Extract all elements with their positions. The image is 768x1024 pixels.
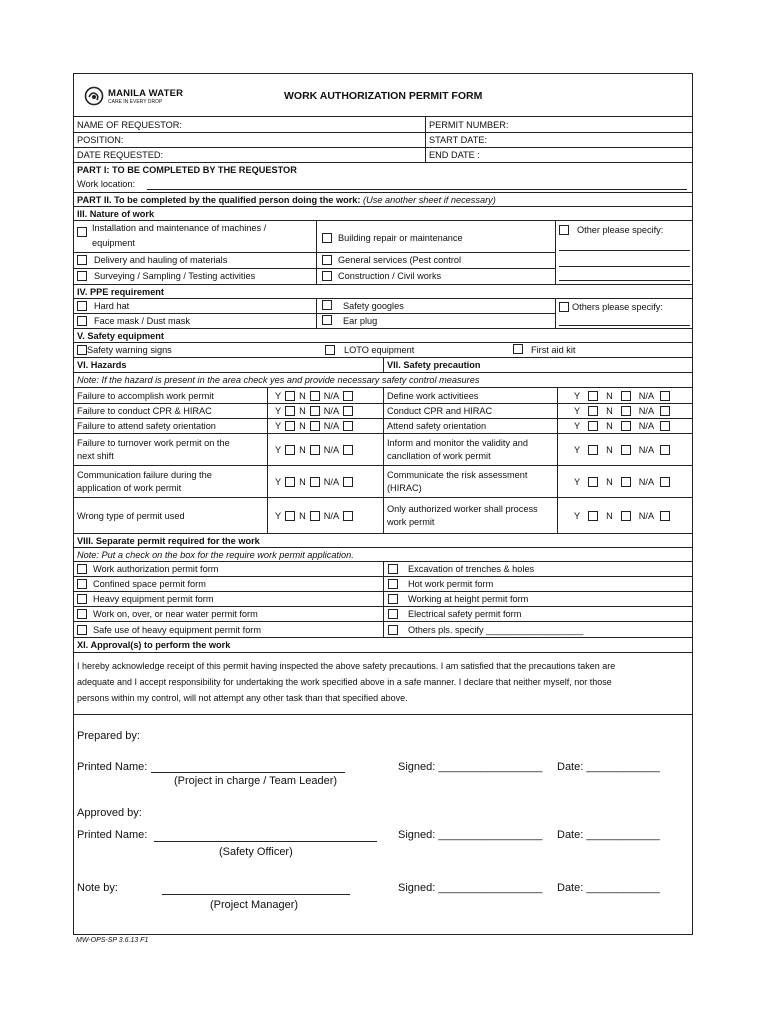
printed-name-label: Printed Name: (77, 761, 148, 773)
yes-label: Y (574, 510, 581, 521)
no-label: N (299, 510, 306, 521)
precaution-yn-group (557, 466, 692, 497)
prepared-printed-name-input[interactable] (151, 772, 345, 773)
work-location-input[interactable] (147, 189, 687, 190)
equipment-warning-signs-checkbox[interactable] (77, 345, 87, 355)
no-label: N (606, 510, 613, 521)
precaution-no-checkbox[interactable] (621, 511, 631, 521)
printed-name-label: Printed Name: (77, 829, 148, 841)
part-1-title: PART I: TO BE COMPLETED BY THE REQUESTOR (77, 165, 297, 175)
no-label: N (299, 390, 306, 401)
precaution-no-checkbox[interactable] (621, 445, 631, 455)
prepared-date-field[interactable]: Date: ____________ (557, 761, 660, 773)
nature-general-services-label: General services (Pest control (338, 255, 462, 265)
ppe-face-mask-label: Face mask / Dust mask (94, 316, 190, 326)
start-date-label: START DATE: (425, 133, 487, 147)
hazard-yes-checkbox[interactable] (285, 477, 295, 487)
na-label: N/A (638, 444, 655, 455)
nature-installation-label-2: equipment (92, 238, 135, 248)
date-requested-label: DATE REQUESTED: (77, 150, 164, 160)
hazard-row (74, 404, 692, 419)
no-label: N (606, 406, 613, 416)
hazard-row (74, 466, 692, 498)
hazard-yes-checkbox[interactable] (285, 511, 295, 521)
permit-label: Working at height permit form (408, 594, 529, 604)
hazard-yes-checkbox[interactable] (285, 391, 295, 401)
nature-surveying-checkbox[interactable] (77, 271, 87, 281)
nature-other-line-3[interactable] (559, 280, 690, 281)
nature-construction-label: Construction / Civil works (338, 271, 442, 281)
nature-installation-checkbox[interactable] (77, 227, 87, 237)
separate-note-row (74, 548, 692, 562)
hazard-na-checkbox[interactable] (343, 445, 353, 455)
yes-label: Y (275, 510, 282, 521)
permit-label: Safe use of heavy equipment permit form (93, 624, 262, 635)
part-2-title: PART II. To be completed by the qualified person doing the work: (77, 194, 361, 205)
na-label: N/A (323, 421, 340, 431)
precaution-no-checkbox[interactable] (621, 477, 631, 487)
no-label: N (299, 421, 306, 431)
form-code: MW-OPS-SP 3.6.13 F1 (76, 937, 149, 944)
permit-checkbox[interactable] (77, 594, 87, 604)
precaution-label: Conduct CPR and HIRAC (383, 404, 492, 418)
precaution-yes-checkbox[interactable] (588, 421, 598, 431)
precaution-yes-checkbox[interactable] (588, 477, 598, 487)
brand-name: MANILA WATER (108, 88, 184, 99)
hazard-yn-group (267, 434, 383, 465)
info-row-1 (74, 117, 692, 133)
precaution-na-checkbox[interactable] (660, 421, 670, 431)
ppe-other-checkbox[interactable] (559, 302, 569, 312)
approval-title-row (74, 638, 692, 653)
note-signed-field[interactable]: Signed: _________________ (398, 882, 543, 894)
yes-label: Y (574, 444, 581, 455)
precaution-label: Define work activitiees (383, 388, 478, 403)
nature-delivery-label: Delivery and hauling of materials (94, 255, 228, 265)
part-1-section (74, 163, 692, 193)
ppe-face-mask-checkbox[interactable] (77, 316, 87, 326)
nature-other-line-1[interactable] (559, 250, 690, 251)
hazard-label: Wrong type of permit used (77, 510, 185, 521)
hazard-row (74, 388, 692, 404)
hazard-row (74, 419, 692, 434)
hazard-no-checkbox[interactable] (310, 391, 320, 401)
nature-delivery-checkbox[interactable] (77, 255, 87, 265)
na-label: N/A (323, 390, 340, 401)
nature-other-label: Other please specify: (577, 225, 664, 235)
permit-checkbox[interactable] (77, 579, 87, 589)
no-label: N (299, 476, 306, 487)
hazard-label: Failure to turnover work permit on the (77, 438, 230, 448)
separate-row (74, 577, 692, 592)
prepared-by-label: Prepared by: (77, 730, 140, 742)
hazard-no-checkbox[interactable] (310, 477, 320, 487)
part-2-note: (Use another sheet if necessary) (363, 194, 496, 205)
no-label: N (299, 444, 306, 455)
ppe-hard-hat-checkbox[interactable] (77, 301, 87, 311)
separate-row (74, 592, 692, 607)
hazard-yn-group (267, 498, 383, 533)
role-safety-officer: (Safety Officer) (219, 846, 293, 858)
note-by-name-input[interactable] (162, 894, 350, 895)
equipment-warning-signs-label: Safety warning signs (87, 345, 172, 355)
hazard-yn-group (267, 419, 383, 433)
nature-title-row (74, 207, 692, 221)
na-label: N/A (638, 390, 655, 401)
precaution-yn-group (557, 498, 692, 533)
hazard-no-checkbox[interactable] (310, 421, 320, 431)
na-label: N/A (638, 421, 655, 431)
no-label: N (606, 390, 613, 401)
approval-title: XI. Approval(s) to perform the work (77, 640, 231, 650)
approved-signed-field[interactable]: Signed: _________________ (398, 829, 543, 841)
statement-line-3: persons within my control, will not attempt any other task than that specified above. (77, 693, 408, 703)
hazard-label-line-2: next shift (77, 451, 114, 461)
manila-water-logo-icon (84, 86, 104, 106)
approved-date-field[interactable]: Date: ____________ (557, 829, 660, 841)
permit-label: Work on, over, or near water permit form (93, 609, 258, 619)
hazard-label: Failure to attend safety orientation (77, 421, 216, 431)
ppe-hard-hat-label: Hard hat (94, 301, 130, 311)
separate-row (74, 622, 692, 638)
brand-tagline: CARE IN EVERY DROP (108, 99, 163, 105)
hazard-no-checkbox[interactable] (310, 406, 320, 416)
yes-label: Y (574, 390, 581, 401)
ppe-ear-plug-label: Ear plug (343, 316, 378, 326)
precaution-label: Attend safety orientation (383, 419, 486, 433)
hazard-na-checkbox[interactable] (343, 391, 353, 401)
nature-building-repair-checkbox[interactable] (322, 233, 332, 243)
na-label: N/A (638, 476, 655, 487)
precaution-na-checkbox[interactable] (660, 511, 670, 521)
permit-checkbox[interactable] (388, 579, 398, 589)
equipment-first-aid-label: First aid kit (531, 345, 576, 355)
ppe-title: IV. PPE requirement (77, 286, 164, 297)
hazard-yn-group (267, 404, 383, 418)
precaution-no-checkbox[interactable] (621, 406, 631, 416)
nature-installation-label-1: Installation and maintenance of machines / (92, 223, 267, 233)
na-label: N/A (323, 406, 340, 416)
hazard-note-row (74, 373, 692, 388)
position-label: POSITION: (77, 135, 124, 145)
yes-label: Y (574, 406, 581, 416)
precaution-yes-checkbox[interactable] (588, 445, 598, 455)
hazard-title-row (74, 358, 692, 373)
hazard-yes-checkbox[interactable] (285, 421, 295, 431)
info-row-3 (74, 148, 692, 163)
permit-label: Electrical safety permit form (408, 609, 522, 619)
precaution-na-checkbox[interactable] (660, 477, 670, 487)
yes-label: Y (275, 390, 282, 401)
ppe-section (74, 299, 692, 329)
hazard-no-checkbox[interactable] (310, 511, 320, 521)
separate-row (74, 562, 692, 577)
hazard-yes-checkbox[interactable] (285, 445, 295, 455)
hazard-na-checkbox[interactable] (343, 421, 353, 431)
no-label: N (606, 444, 613, 455)
hazard-row (74, 498, 692, 534)
ppe-other-label: Others please specify: (572, 302, 663, 312)
approved-printed-name-input[interactable] (154, 841, 377, 842)
equipment-first-aid-checkbox[interactable] (513, 344, 523, 354)
role-team-leader: (Project in charge / Team Leader) (174, 775, 338, 787)
yes-label: Y (275, 476, 282, 487)
equipment-title-row (74, 329, 692, 343)
nature-building-repair-label: Building repair or maintenance (338, 233, 463, 243)
precaution-no-checkbox[interactable] (621, 421, 631, 431)
part-2-row (74, 193, 692, 207)
permit-form (73, 73, 693, 935)
precaution-label-line-2: (HIRAC) (387, 483, 422, 493)
hazard-label: Communication failure during the (77, 470, 212, 480)
separate-title: VIII. Separate permit required for the work (77, 535, 260, 546)
form-header (74, 74, 692, 117)
ppe-ear-plug-checkbox[interactable] (322, 315, 332, 325)
equipment-loto-checkbox[interactable] (325, 345, 335, 355)
approved-by-label: Approved by: (77, 807, 142, 819)
separate-note: Note: Put a check on the box for the require work permit application. (77, 549, 354, 560)
hazard-row (74, 434, 692, 466)
hazard-label: Failure to accomplish work permit (77, 390, 214, 401)
permit-checkbox[interactable] (388, 625, 398, 635)
permit-label: Hot work permit form (408, 579, 494, 589)
end-date-label: END DATE : (425, 148, 480, 162)
note-by-label: Note by: (77, 882, 118, 894)
precaution-yn-group (557, 388, 692, 403)
permit-checkbox[interactable] (388, 609, 398, 619)
name-of-requestor-label: NAME OF REQUESTOR: (77, 119, 182, 130)
permit-checkbox[interactable] (388, 564, 398, 574)
nature-general-services-checkbox[interactable] (322, 255, 332, 265)
yes-label: Y (574, 421, 581, 431)
precaution-label: Only authorized worker shall process (387, 504, 538, 514)
precaution-yes-checkbox[interactable] (588, 511, 598, 521)
na-label: N/A (323, 476, 340, 487)
hazard-label: Failure to conduct CPR & HIRAC (77, 406, 212, 416)
yes-label: Y (275, 406, 282, 416)
prepared-signed-field[interactable]: Signed: _________________ (398, 761, 543, 773)
precaution-yes-checkbox[interactable] (588, 406, 598, 416)
ppe-googles-checkbox[interactable] (322, 300, 332, 310)
separate-title-row (74, 534, 692, 548)
no-label: N (299, 406, 306, 416)
yes-label: Y (574, 476, 581, 487)
equipment-title: V. Safety equipment (77, 330, 164, 341)
nature-title: III. Nature of work (77, 208, 155, 219)
permit-checkbox[interactable] (77, 625, 87, 635)
equipment-section (74, 343, 692, 358)
hazards-title: VI. Hazards (77, 360, 127, 370)
ppe-googles-label: Safety googles (343, 301, 404, 311)
precaution-na-checkbox[interactable] (660, 445, 670, 455)
precaution-na-checkbox[interactable] (660, 391, 670, 401)
na-label: N/A (323, 444, 340, 455)
permit-label: Work authorization permit form (93, 564, 219, 574)
permit-label: Excavation of trenches & holes (408, 564, 535, 574)
work-location-label: Work location: (77, 179, 136, 189)
hazard-yn-group (267, 466, 383, 497)
nature-other-checkbox[interactable] (559, 225, 569, 235)
precaution-yn-group (557, 404, 692, 418)
precaution-label-line-2: work permit (387, 517, 435, 527)
form-title: WORK AUTHORIZATION PERMIT FORM (284, 90, 483, 102)
na-label: N/A (638, 510, 655, 521)
statement-line-1: I hereby acknowledge receipt of this permit having inspected the above safety precautions. I am satisfied that the precautions taken are (77, 661, 616, 671)
hazard-no-checkbox[interactable] (310, 445, 320, 455)
hazard-label-line-2: application of work permit (77, 483, 182, 493)
permit-label: Heavy equipment permit form (93, 594, 214, 604)
precaution-label: Inform and monitor the validity and (387, 438, 528, 448)
permit-number-label: PERMIT NUMBER: (425, 117, 508, 132)
yes-label: Y (275, 421, 282, 431)
role-project-manager: (Project Manager) (210, 899, 299, 911)
permit-checkbox[interactable] (77, 609, 87, 619)
statement-line-2: adequate and I accept responsibility for undertaking the work specified above in a safe manner. I declare that neither myself, nor those (77, 677, 612, 687)
note-date-field[interactable]: Date: ____________ (557, 882, 660, 894)
hazard-yes-checkbox[interactable] (285, 406, 295, 416)
precaution-label-line-2: cancllation of work permit (387, 451, 491, 461)
permit-checkbox[interactable] (77, 564, 87, 574)
permit-label: Others pls. specify ___________________ (408, 624, 584, 635)
nature-construction-checkbox[interactable] (322, 271, 332, 281)
precaution-label: Communicate the risk assessment (387, 470, 528, 480)
ppe-title-row (74, 285, 692, 299)
no-label: N (606, 476, 613, 487)
hazard-yn-group (267, 388, 383, 403)
ppe-other-line[interactable] (559, 325, 690, 326)
precaution-yes-checkbox[interactable] (588, 391, 598, 401)
nature-other-line-2[interactable] (559, 266, 690, 267)
permit-checkbox[interactable] (388, 594, 398, 604)
precaution-yn-group (557, 419, 692, 433)
permit-label: Confined space permit form (93, 579, 206, 589)
info-row-2 (74, 133, 692, 148)
nature-surveying-label: Surveying / Sampling / Testing activities (94, 271, 256, 281)
approval-statement (74, 653, 692, 715)
nature-section (74, 221, 692, 285)
na-label: N/A (638, 406, 655, 416)
hazard-note: Note: If the hazard is present in the area check yes and provide necessary safety control measures (77, 375, 480, 385)
precaution-no-checkbox[interactable] (621, 391, 631, 401)
no-label: N (606, 421, 613, 431)
hazard-na-checkbox[interactable] (343, 511, 353, 521)
precaution-na-checkbox[interactable] (660, 406, 670, 416)
yes-label: Y (275, 444, 282, 455)
na-label: N/A (323, 510, 340, 521)
precaution-yn-group (557, 434, 692, 465)
equipment-loto-label: LOTO equipment (344, 345, 415, 355)
hazard-na-checkbox[interactable] (343, 477, 353, 487)
hazard-na-checkbox[interactable] (343, 406, 353, 416)
precaution-title: VII. Safety precaution (383, 358, 480, 372)
separate-row (74, 607, 692, 622)
